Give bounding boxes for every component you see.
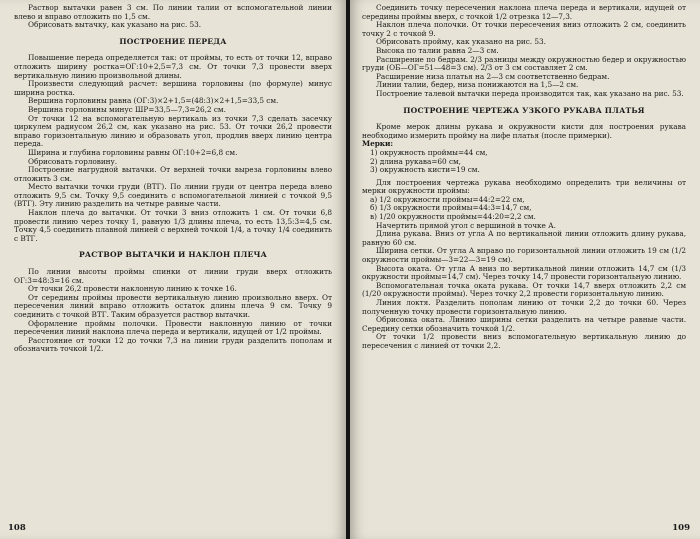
paragraph: Для построения чертежа рукава необходимо определить три величины от мерки окружности проймы: bbox=[362, 177, 686, 196]
section-heading: ПОСТРОЕНИЕ ЧЕРТЕЖА УЗКОГО РУКАВА ПЛАТЬЯ bbox=[403, 105, 645, 115]
list-item: в) 1/20 окружности проймы=44:20=2,2 см. bbox=[370, 212, 536, 222]
paragraph: Наклон плеча полочки. От точки пересечения вниз отложить 2 см, соединить точку 2 с точкой 9. bbox=[362, 20, 686, 38]
paragraph: Обрисовка оката. Линию ширины сетки разделить на четыре равные части. Середину сетки обозначить точкой 1/2. bbox=[362, 315, 686, 333]
paragraph: Раствор вытачки равен 3 см. По линии талии от вспомогательной линии влево и вправо отложить по 1,5 см. bbox=[14, 3, 332, 21]
paragraph: Вершина горловины равна (ОГ:3)×2+1,5=(48:3)×2+1,5=33,5 см. bbox=[28, 96, 279, 106]
paragraph: По линии высоты проймы спинки от линии груди вверх отложить ОГ:3=48:3=16 см. bbox=[14, 267, 332, 285]
paragraph: Наклон плеча до вытачки. От точки 3 вниз отложить 1 см. От точки 6,8 провести линию через точку 1, равную 1/3 длины плеча, то есть 13,5:3=4,5 см. Точку 4,5 соединить плавной линией с верхней точкой 1/4, а точку 1/4 соединить с ВТГ. bbox=[14, 208, 332, 243]
paragraph: Повышение переда определяется так: от проймы, то есть от точки 12, вправо отложить ширину ростка=ОГ:10+2,5=7,3 см. От точки 7,3 провести вверх вертикальную линию произвольной длины. bbox=[14, 53, 332, 80]
paragraph: Оформление проймы полочки. Провести наклонную линию от точки пересечения линий наклона плеча переда и вертикали, идущей от 1/2 проймы. bbox=[14, 318, 332, 337]
paragraph: Ширина сетки. От угла А вправо по горизонтальной линии отложить 19 см (1/2 окружности проймы—3=22—3=19 см). bbox=[362, 246, 686, 265]
paragraph: Вспомогательная точка оката рукава. От точки 14,7 вверх отложить 2,2 см (1/20 окружности проймы). Через точку 2,2 провести горизонтальную линию. bbox=[362, 280, 686, 299]
list-item: 2) длина рукава=60 см, bbox=[370, 156, 461, 166]
paragraph: От точки 1/2 провести вниз вспомогательную вертикальную линию до пересечения с линией от точки 2,2. bbox=[362, 332, 686, 350]
paragraph: Расширение низа платья на 2—3 см соответственно бедрам. bbox=[376, 71, 610, 81]
left-page bbox=[0, 0, 346, 539]
section-heading: РАСТВОР ВЫТАЧКИ И НАКЛОН ПЛЕЧА bbox=[78, 250, 268, 260]
left-column bbox=[14, 4, 332, 354]
paragraph: Место вытачки точки груди (ВТГ). По линии груди от центра переда влево отложить 9,5 см. Точку 9,5 соединить с вспомогательной линией с точкой 9,5 (ВТГ). Эту линию разделить на четыре равные части. bbox=[14, 182, 332, 209]
paragraph: Построение нагрудной вытачки. От верхней точки выреза горловины влево отложить 3 см. bbox=[14, 165, 332, 183]
paragraph: Соединить точку пересечения наклона плеча переда и вертикали, идущей от середины проймы вверх, с точкой 1/2 отрезка 12—7,3. bbox=[362, 3, 686, 21]
paragraph: Обрисовать пройму, как указано на рис. 53. bbox=[376, 37, 546, 47]
paragraph: Произвести следующий расчет: вершина горловины (по формуле) минус ширина ростка. bbox=[14, 79, 332, 97]
paragraph: Начертить прямой угол с вершиной в точке А. bbox=[376, 220, 556, 230]
paragraph: От середины проймы провести вертикальную линию произвольно вверх. От пересечения линий вправо отложить остаток длины плеча 9 см. Точку 9 соединить с точкой ВТГ. Таким образуется раствор вытачки. bbox=[14, 292, 332, 319]
paragraph: Расстояние от точки 12 до точки 7,3 на линии груди разделить пополам и обозначить точкой 1/2. bbox=[14, 335, 332, 354]
list-item: б) 1/3 окружности проймы=44:3=14,7 см, bbox=[370, 203, 532, 213]
page-number: 109 bbox=[672, 523, 690, 533]
list-item: а) 1/2 окружности проймы=44:2=22 см, bbox=[370, 194, 525, 204]
paragraph: Высока по талии равна 2—3 см. bbox=[376, 45, 499, 55]
paragraph: Вершина горловины минус ШР=33,5—7,3=26,2 см. bbox=[28, 104, 226, 114]
paragraph: От точки 12 на вспомогательную вертикаль из точки 7,3 сделать засечку циркулем радиусом 26,2 см, как указано на рис. 53. От точки 26,2 провести вправо горизонтальную линию и образовать угол, продлив вверх линию центра переда. bbox=[14, 113, 332, 149]
right-column bbox=[362, 4, 686, 351]
paragraph: Линии талии, бедер, низа понижаются на 1,5—2 см. bbox=[376, 80, 579, 90]
paragraph: Расширение по бедрам. 2/3 разницы между окружностью бедер и окружностью груди (ОБ—ОГ=51—48=3 см). 2/3 от 3 см составляет 2 см. bbox=[362, 54, 686, 73]
paragraph: Высота оката. От угла А вниз по вертикальной линии отложить 14,7 см (1/3 окружности проймы=14,7 см). Через точку 14,7 провести горизонтальную линию. bbox=[362, 263, 686, 282]
paragraph: Ширина и глубина горловины равны ОГ:10+2=6,8 см. bbox=[28, 147, 238, 157]
paragraph: Кроме мерок длины рукава и окружности кисти для построения рукава необходимо измерить пройму на лифе платья (после примерки). bbox=[362, 122, 686, 140]
list-item: 1) окружность проймы=44 см, bbox=[370, 147, 488, 157]
paragraph: Обрисовать вытачку, как указано на рис. 53. bbox=[28, 20, 202, 30]
paragraph: Обрисовать горловину. bbox=[28, 156, 118, 166]
section-heading: ПОСТРОЕНИЕ ПЕРЕДА bbox=[119, 36, 227, 46]
page-number: 108 bbox=[8, 523, 26, 533]
paragraph: Длина рукава. Вниз от угла А по вертикальной линии отложить длину рукава, равную 60 см. bbox=[362, 229, 686, 247]
paragraph: От точки 26,2 провести наклонную линию к точке 16. bbox=[28, 284, 237, 294]
list-item: 3) окружность кисти=19 см. bbox=[370, 165, 480, 175]
paragraph: Линия локтя. Разделить пополам линию от точки 2,2 до точки 60. Через полученную точку провести горизонтальную линию. bbox=[362, 298, 686, 316]
measures-label: Мерки: bbox=[362, 139, 394, 149]
paragraph: Построение талевой вытачки переда производится так, как указано на рис. 53. bbox=[376, 88, 684, 98]
right-page bbox=[350, 0, 700, 539]
